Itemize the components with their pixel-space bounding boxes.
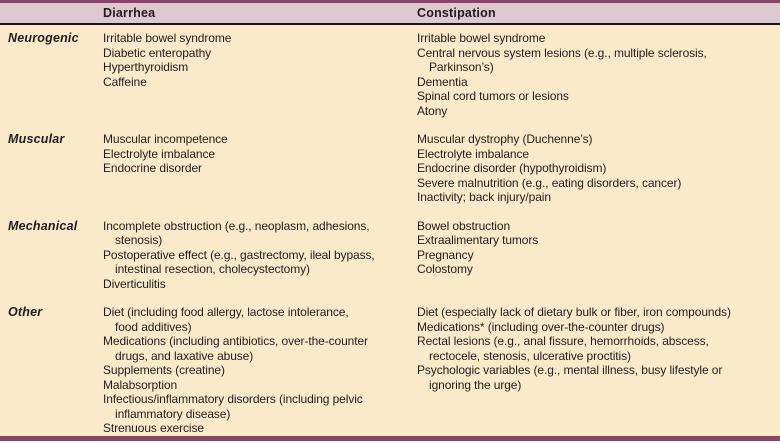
- constipation-cell: [417, 219, 780, 292]
- list-item: drugs, and laxative abuse): [115, 348, 254, 363]
- diarrhea-cell: [103, 219, 417, 292]
- list-item: Psychologic variables (e.g., mental illness, busy lifestyle or: [417, 363, 723, 377]
- diarrhea-cell: [103, 305, 417, 436]
- table-body: [0, 25, 780, 436]
- list-item: Bowel obstruction: [417, 218, 511, 233]
- list-item: rectocele, stenosis, ulcerative proctitis): [429, 348, 631, 363]
- constipation-cell: [417, 305, 780, 436]
- table-row-other: [0, 305, 780, 436]
- list-item: Rectal lesions (e.g., anal fissure, hemorrhoids, abscess,: [417, 334, 709, 348]
- list-item: food additives): [115, 319, 192, 334]
- list-item: Muscular incompetence: [103, 132, 228, 146]
- table-row-neurogenic: [0, 31, 780, 118]
- list-item: Endocrine disorder: [103, 161, 202, 175]
- list-item: Dementia: [417, 74, 468, 89]
- list-item: Electrolyte imbalance: [103, 146, 215, 161]
- table-row-muscular: [0, 132, 780, 205]
- table-row-mechanical: [0, 219, 780, 292]
- category-label: Mechanical: [8, 218, 78, 233]
- list-item: Strenuous exercise: [103, 421, 204, 435]
- list-item: Parkinson’s): [429, 60, 494, 74]
- list-item: stenosis): [115, 233, 163, 247]
- list-item: inflammatory disease): [115, 406, 231, 421]
- list-item: Atony: [417, 103, 448, 118]
- col-header-constipation: Constipation: [417, 6, 496, 20]
- diarrhea-cell: [103, 132, 417, 205]
- list-item: Pregnancy: [417, 247, 474, 262]
- list-item: Diverticulitis: [103, 276, 166, 291]
- list-item: intestinal resection, cholecystectomy): [115, 262, 310, 276]
- list-item: Supplements (creatine): [103, 363, 225, 377]
- constipation-cell: [417, 31, 780, 118]
- list-item: Medications* (including over-the-counter drugs): [417, 319, 665, 334]
- list-item: Malabsorption: [103, 377, 178, 392]
- list-item: Central nervous system lesions (e.g., multiple sclerosis,: [417, 45, 707, 60]
- diarrhea-cell: [103, 31, 417, 118]
- col-header-category: [0, 3, 103, 23]
- list-item: Colostomy: [417, 262, 473, 276]
- list-item: Spinal cord tumors or lesions: [417, 89, 569, 103]
- table-header: [0, 3, 780, 25]
- list-item: Diet (especially lack of dietary bulk or fiber, iron compounds): [417, 305, 731, 319]
- list-item: Electrolyte imbalance: [417, 146, 529, 161]
- list-item: Hyperthyroidism: [103, 60, 189, 74]
- list-item: Postoperative effect (e.g., gastrectomy, ileal bypass,: [103, 247, 375, 262]
- category-label: Neurogenic: [8, 31, 79, 45]
- list-item: Inactivity; back injury/pain: [417, 190, 551, 204]
- list-item: Infectious/inflammatory disorders (including pelvic: [103, 392, 363, 406]
- list-item: Irritable bowel syndrome: [103, 31, 232, 45]
- list-item: Severe malnutrition (e.g., eating disorders, cancer): [417, 175, 682, 190]
- list-item: Extraalimentary tumors: [417, 233, 539, 247]
- category-label: Muscular: [8, 132, 65, 146]
- list-item: Muscular dystrophy (Duchenne’s): [417, 132, 593, 146]
- category-label: Other: [8, 305, 43, 319]
- list-item: Incomplete obstruction (e.g., neoplasm, adhesions,: [103, 218, 370, 233]
- constipation-cell: [417, 132, 780, 205]
- list-item: Caffeine: [103, 74, 147, 89]
- list-item: Diet (including food allergy, lactose intolerance,: [103, 305, 349, 319]
- list-item: ignoring the urge): [429, 377, 522, 392]
- list-item: Endocrine disorder (hypothyroidism): [417, 161, 607, 175]
- col-header-diarrhea: Diarrhea: [103, 6, 156, 20]
- list-item: Irritable bowel syndrome: [417, 31, 546, 45]
- list-item: Diabetic enteropathy: [103, 45, 212, 60]
- list-item: Medications (including antibiotics, over-the-counter: [103, 334, 368, 348]
